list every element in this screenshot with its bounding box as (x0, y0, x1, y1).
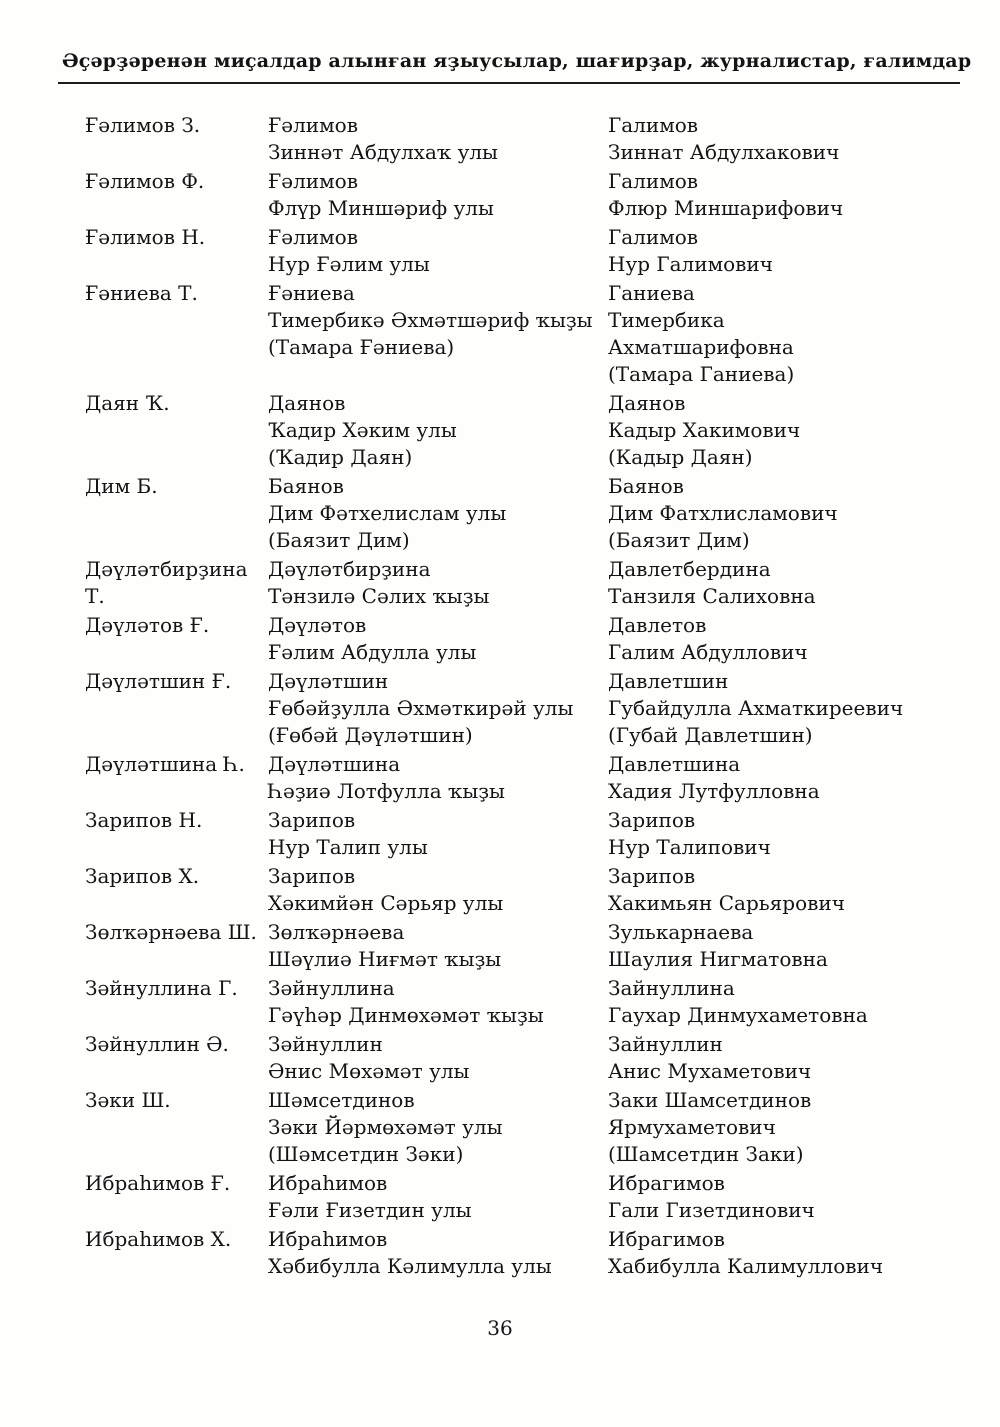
entry-russian-name (608, 168, 915, 222)
entry-russian-name (608, 612, 915, 666)
name-line: (Кадыр Даян) (608, 445, 753, 469)
entry-abbr (85, 668, 268, 695)
table-row (85, 975, 915, 1029)
name-line: Дим Б. (85, 474, 158, 498)
name-line: Давлетшин (608, 669, 729, 693)
entry-abbr (85, 390, 268, 417)
entry-russian-name (608, 556, 915, 610)
name-line: Танзиля Салиховна (608, 584, 816, 608)
name-line: Галимов (608, 225, 699, 249)
name-line: Нур Галимович (608, 252, 773, 276)
name-line: Ғәлимов (268, 225, 358, 249)
name-line: (Шәмсетдин Зәки) (268, 1142, 464, 1166)
table-row (85, 919, 915, 973)
name-line: Зайнуллина (608, 976, 735, 1000)
name-line: Зиннат Абдулхакович (608, 140, 840, 164)
entry-russian-name (608, 1031, 915, 1085)
table-row (85, 112, 915, 166)
name-line: (Ҡадир Даян) (268, 445, 413, 469)
name-line: Ғәлимов (268, 169, 358, 193)
entry-bashkir-name (268, 168, 608, 222)
name-line: Даянов (608, 391, 686, 415)
name-line: Зулькарнаева (608, 920, 754, 944)
name-line: Ибрагимов (608, 1171, 725, 1195)
table-row (85, 280, 915, 388)
name-line: Һәҙиә Лотфулла ҡыҙы (268, 779, 505, 803)
entry-russian-name (608, 807, 915, 861)
name-line: Зарипов Н. (85, 808, 203, 832)
entry-bashkir-name (268, 751, 608, 805)
name-line: Давлетшина (608, 752, 741, 776)
table-row (85, 1170, 915, 1224)
page-header (58, 50, 972, 84)
name-line: Шаулия Нигматовна (608, 947, 828, 971)
name-line: Галимов (608, 169, 699, 193)
name-line: Нур Талипович (608, 835, 771, 859)
entry-abbr (85, 224, 268, 251)
name-line: Зарипов (608, 864, 696, 888)
name-line: Әнис Мөхәмәт улы (268, 1059, 470, 1083)
entry-bashkir-name (268, 1226, 608, 1280)
entry-abbr (85, 112, 268, 139)
name-line: Флюр Миншарифович (608, 196, 844, 220)
name-line: Дәүләтшина (268, 752, 401, 776)
entry-abbr (85, 280, 268, 307)
name-line: Зәйнуллина (268, 976, 395, 1000)
name-line: Ғәлимов З. (85, 113, 201, 137)
name-line: Тимербикә Әхмәтшәриф ҡыҙы (268, 308, 593, 332)
name-line: Ғөбәйҙулла Әхмәткирәй улы (268, 696, 574, 720)
name-line: (Тамара Ғәниева) (268, 335, 455, 359)
name-line: Анис Мухаметович (608, 1059, 812, 1083)
name-line: Нур Ғәлим улы (268, 252, 430, 276)
name-line: Давлетбердина (608, 557, 771, 581)
page-number: 36 (487, 1316, 513, 1340)
name-line: Гәүһәр Динмөхәмәт ҡыҙы (268, 1003, 544, 1027)
entry-bashkir-name (268, 975, 608, 1029)
name-line: Дим Фәтхелислам улы (268, 501, 507, 525)
name-line: Тәнзилә Сәлих ҡыҙы (268, 584, 490, 608)
name-line: Зайнуллин (608, 1032, 723, 1056)
name-line: Дим Фатхлисламович (608, 501, 838, 525)
name-line: Зарипов (268, 808, 356, 832)
name-line: Зөлҡәрнәева Ш. (85, 920, 257, 944)
name-line: (Баязит Дим) (608, 528, 750, 552)
name-line: Флүр Миншәриф улы (268, 196, 494, 220)
entry-bashkir-name (268, 224, 608, 278)
entry-abbr (85, 1226, 268, 1253)
name-line: Ибраһимов (268, 1227, 388, 1251)
name-line: Дәүләтшин Ғ. (85, 669, 232, 693)
entry-russian-name (608, 1087, 915, 1168)
name-line: Губайдулла Ахматкиреевич (608, 696, 904, 720)
name-line: Заки Шамсетдинов (608, 1088, 812, 1112)
name-line: Ғәли Ғизетдин улы (268, 1198, 472, 1222)
name-line: Ибрагимов (608, 1227, 725, 1251)
name-line: Давлетов (608, 613, 707, 637)
entry-russian-name (608, 112, 915, 166)
entry-bashkir-name (268, 668, 608, 749)
name-line: Хәбибулла Кәлимулла улы (268, 1254, 552, 1278)
name-line: Галим Абдуллович (608, 640, 808, 664)
name-line: Дәүләтшина Һ. (85, 752, 245, 776)
entry-russian-name (608, 1170, 915, 1224)
table-row (85, 224, 915, 278)
entry-abbr (85, 975, 268, 1002)
name-line: Нур Талип улы (268, 835, 428, 859)
name-line: Галимов (608, 113, 699, 137)
name-line: Зиннәт Абдулхаҡ улы (268, 140, 498, 164)
name-line: Ғәлим Абдулла улы (268, 640, 477, 664)
name-line: Тимербика Ахматшарифовна (608, 308, 794, 359)
name-line: Зарипов (268, 864, 356, 888)
name-line: (Ғөбәй Дәүләтшин) (268, 723, 473, 747)
name-line: (Тамара Ганиева) (608, 362, 795, 386)
name-line: Ғәниева (268, 281, 355, 305)
entry-abbr (85, 473, 268, 500)
table-row (85, 1087, 915, 1168)
name-line: Даян Ҡ. (85, 391, 170, 415)
table-row (85, 556, 915, 610)
name-line: Ибраһимов Х. (85, 1227, 232, 1251)
table-row (85, 1031, 915, 1085)
entry-bashkir-name (268, 863, 608, 917)
name-line: Зәйнуллин Ә. (85, 1032, 229, 1056)
entry-abbr (85, 1031, 268, 1058)
table-row (85, 863, 915, 917)
page-title: Әҫәрҙәренән миҫалдар алынған яҙыусылар, шағирҙар, журналистар, ғалимдар (62, 50, 972, 72)
entry-bashkir-name (268, 390, 608, 471)
name-line: Ғәлимов Н. (85, 225, 206, 249)
name-line: Шәмсетдинов (268, 1088, 415, 1112)
entry-russian-name (608, 751, 915, 805)
entry-russian-name (608, 919, 915, 973)
table-row (85, 612, 915, 666)
name-line: Ғәлимов (268, 113, 358, 137)
name-line: Ибраһимов (268, 1171, 388, 1195)
entry-bashkir-name (268, 1087, 608, 1168)
entry-abbr (85, 1087, 268, 1114)
name-line: Зәки Ш. (85, 1088, 171, 1112)
table-row (85, 668, 915, 749)
name-line: (Шамсетдин Заки) (608, 1142, 804, 1166)
entry-bashkir-name (268, 1031, 608, 1085)
name-line: Зәйнуллин (268, 1032, 383, 1056)
entry-russian-name (608, 863, 915, 917)
entry-bashkir-name (268, 807, 608, 861)
table-row (85, 807, 915, 861)
name-line: Хадия Лутфулловна (608, 779, 820, 803)
name-line: Гали Гизетдинович (608, 1198, 815, 1222)
name-line: (Баязит Дим) (268, 528, 410, 552)
name-line: Хәкимйән Сәрьяр улы (268, 891, 504, 915)
entry-bashkir-name (268, 280, 608, 361)
name-line: Ярмухаметович (608, 1115, 776, 1139)
name-line: Ганиева (608, 281, 695, 305)
name-line: Дәүләтбирҙина (268, 557, 431, 581)
name-line: Даянов (268, 391, 346, 415)
entry-russian-name (608, 473, 915, 554)
entry-bashkir-name (268, 112, 608, 166)
name-line: Хакимьян Сарьярович (608, 891, 845, 915)
entry-bashkir-name (268, 919, 608, 973)
name-line: Зәки Йәрмөхәмәт улы (268, 1115, 503, 1139)
entry-russian-name (608, 224, 915, 278)
name-line: (Губай Давлетшин) (608, 723, 813, 747)
names-table (85, 112, 915, 1282)
entry-bashkir-name (268, 1170, 608, 1224)
name-line: Зәйнуллина Г. (85, 976, 238, 1000)
name-line: Баянов (268, 474, 344, 498)
table-row (85, 168, 915, 222)
table-row (85, 751, 915, 805)
name-line: Ҡадир Хәким улы (268, 418, 457, 442)
name-line: Хабибулла Калимуллович (608, 1254, 884, 1278)
entry-russian-name (608, 1226, 915, 1280)
entry-abbr (85, 1170, 268, 1197)
name-line: Зөлҡәрнәева (268, 920, 405, 944)
entry-abbr (85, 168, 268, 195)
entry-abbr (85, 919, 268, 946)
name-line: Дәүләтшин (268, 669, 389, 693)
name-line: Дәүләтбирҙина Т. (85, 557, 248, 608)
name-line: Дәүләтов (268, 613, 367, 637)
entry-abbr (85, 807, 268, 834)
name-line: Баянов (608, 474, 684, 498)
entry-russian-name (608, 390, 915, 471)
name-line: Гаухар Динмухаметовна (608, 1003, 868, 1027)
entry-abbr (85, 751, 268, 778)
name-line: Дәүләтов Ғ. (85, 613, 210, 637)
name-line: Шәүлиә Ниғмәт ҡыҙы (268, 947, 502, 971)
entry-abbr (85, 612, 268, 639)
entry-russian-name (608, 280, 915, 388)
entry-bashkir-name (268, 556, 608, 610)
entry-russian-name (608, 668, 915, 749)
name-line: Ғәлимов Ф. (85, 169, 205, 193)
entry-bashkir-name (268, 612, 608, 666)
table-row (85, 390, 915, 471)
page-footer (0, 1316, 1000, 1340)
name-line: Кадыр Хакимович (608, 418, 801, 442)
name-line: Ибраһимов Ғ. (85, 1171, 231, 1195)
name-line: Ғәниева Т. (85, 281, 198, 305)
table-row (85, 473, 915, 554)
entry-abbr (85, 863, 268, 890)
entry-russian-name (608, 975, 915, 1029)
table-row (85, 1226, 915, 1280)
name-line: Зарипов Х. (85, 864, 200, 888)
name-line: Зарипов (608, 808, 696, 832)
entry-abbr (85, 556, 268, 610)
entry-bashkir-name (268, 473, 608, 554)
